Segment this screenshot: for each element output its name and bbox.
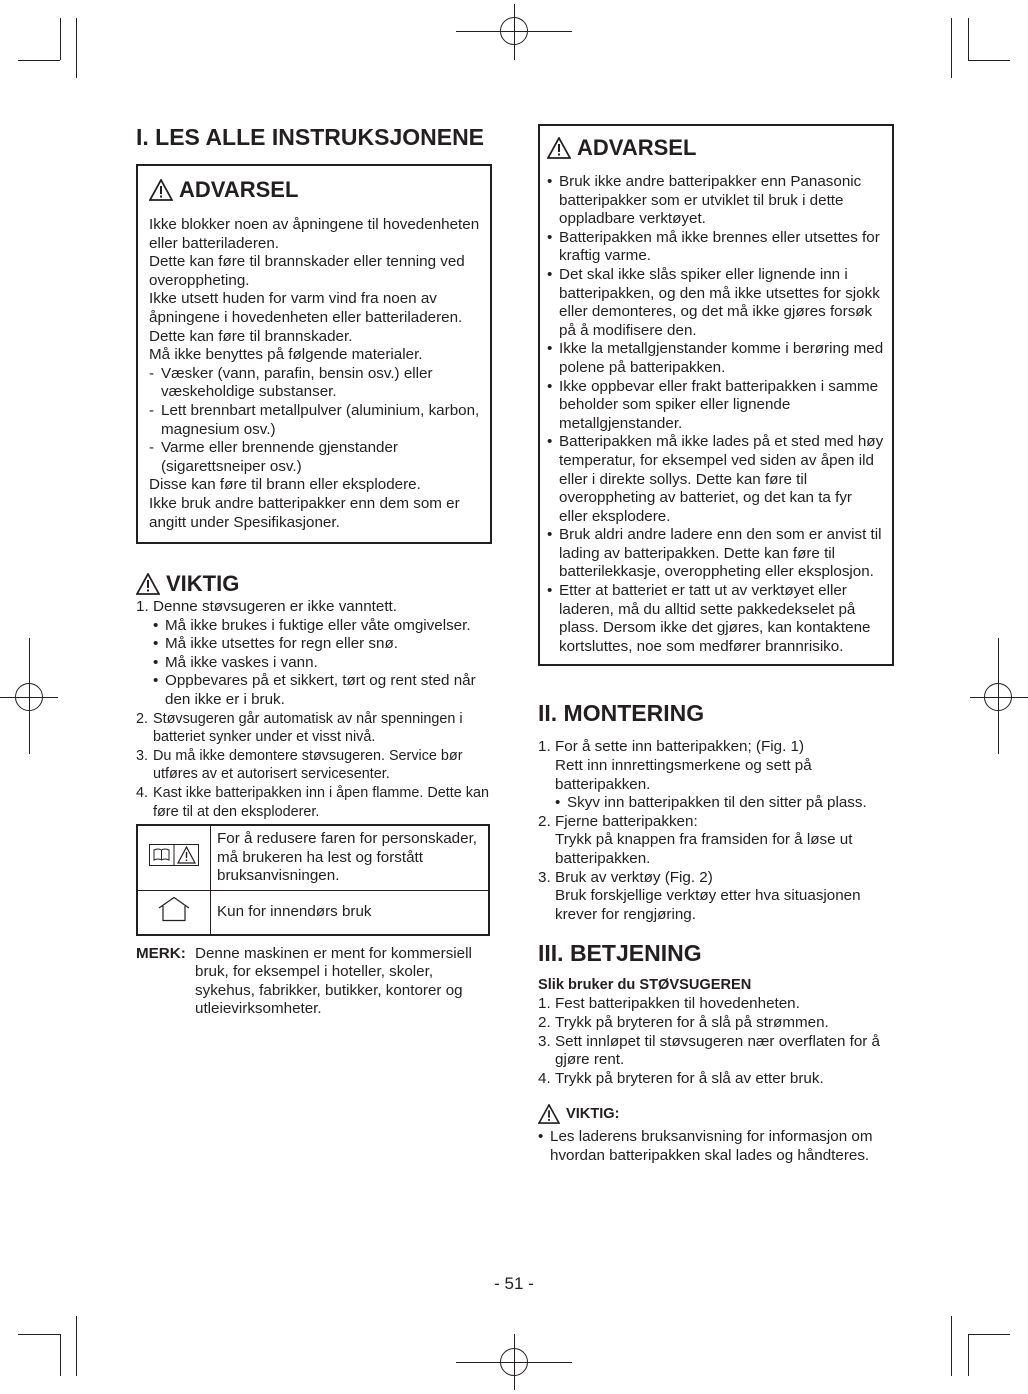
note-text: Denne maskinen er ment for kommersiell bruk, for eksempel i hoteller, skoler, sykehus, fabrikker, butikker, kontorer og utleievirksomheter.: [195, 944, 472, 1018]
indoor-house-icon: [158, 896, 190, 922]
bullet-item: • Ikke oppbevar eller frakt batteripakken i samme beholder som spiker eller lignende metallgjenstander.: [547, 377, 879, 432]
warning-box-left: [136, 164, 492, 544]
note: [136, 945, 492, 1019]
numbered-item: 1. For å sette inn batteripakken; (Fig. 1) Rett inn innrettingsmerkene og sett på batteripakken.: [538, 738, 812, 793]
manual-warning-icon: [149, 844, 199, 866]
right-column: [538, 124, 894, 1166]
bullet-item: • Må ikke utsettes for regn eller snø.: [153, 635, 398, 653]
table-row: [137, 891, 489, 935]
warning-triangle-icon: [136, 573, 160, 595]
bullet-item: • Etter at batteriet er tatt ut av verktøyet eller laderen, må du alltid sette pakkedekselet på plass. Dersom ikke det gjøres, kan kontaktene kortsluttes, noe som medfører brannrisiko.: [547, 582, 871, 655]
numbered-item: 3. Bruk av verktøy (Fig. 2) Bruk forskjellige verktøy etter hva situasjonen krever for rengjøring.: [538, 868, 861, 923]
important-title: VIKTIG: [136, 570, 492, 598]
bullet-item: • Må ikke brukes i fuktige eller våte omgivelser.: [153, 616, 471, 634]
warning-paragraph: Disse kan føre til brann eller eksplodere.: [149, 476, 421, 494]
page-number: - 51 -: [494, 1274, 534, 1293]
numbered-item: 2. Støvsugeren går automatisk av når spenningen i batteriet synker under et visst nivå.: [136, 710, 463, 746]
symbol-description: For å redusere faren for personskader, må brukeren ha lest og forstått bruksanvisningen.: [211, 825, 490, 890]
numbered-item: 3. Du må ikke demontere støvsugeren. Service bør utføres av et autorisert servicesenter.: [136, 747, 463, 783]
bullet-item: • Bruk aldri andre ladere enn den som er anvist til lading av batteripakken. Dette kan føre til batterilekkasje, overoppheting eller eksplosjon.: [547, 526, 882, 581]
table-row: [137, 825, 489, 890]
left-column: [136, 120, 492, 1019]
bullet-item: • Ikke la metallgjenstander komme i berøring med polene på batteripakken.: [547, 340, 884, 376]
numbered-item: 2. Trykk på bryteren for å slå på strømmen.: [538, 1013, 829, 1031]
betjening-list: [538, 995, 894, 1088]
warning-triangle-icon: [538, 1104, 560, 1124]
symbol-cell: [137, 825, 211, 890]
numbered-item: 2. Fjerne batteripakken: Trykk på knappen fra framsiden for å løse ut batteripakken.: [538, 812, 853, 867]
bullet-item: • Bruk ikke andre batteripakker enn Panasonic batteripakker som er utviklet til bruk i dette oppladbare verktøyet.: [547, 173, 862, 228]
warning-paragraph: Dette kan føre til brannskader.: [149, 327, 353, 345]
warning-paragraph: Må ikke benyttes på følgende materialer.: [149, 346, 423, 364]
dash-item: - Varme eller brennende gjenstander (sigarettsneiper osv.): [149, 439, 398, 475]
numbered-item: 1. Denne støvsugeren er ikke vanntett.: [136, 598, 397, 616]
symbol-cell: [137, 891, 211, 935]
warning-paragraph: Dette kan føre til brannskader eller tenning ved overoppheting.: [149, 253, 465, 289]
montering-list: [538, 738, 894, 924]
bullet-item: • Les laderens bruksanvisning for informasjon om hvordan batteripakken skal lades og håndteres.: [538, 1128, 873, 1164]
warning-title: ADVARSEL: [149, 176, 480, 204]
section-heading-montering: II. MONTERING: [538, 700, 705, 727]
warning-paragraph: Ikke utsett huden for varm vind fra noen av åpningene i hovedenheten eller batteriladeren.: [149, 290, 463, 326]
important-title: VIKTIG:: [538, 1100, 894, 1128]
important-section: [136, 570, 492, 821]
warning-paragraph: Ikke bruk andre batteripakker enn dem som er angitt under Spesifikasjoner.: [149, 494, 460, 531]
dash-item: - Væsker (vann, parafin, bensin osv.) eller væskeholdige substanser.: [149, 364, 433, 401]
bullet-item: • Batteripakken må ikke lades på et sted med høy temperatur, for eksempel ved siden av åpen ild eller i direkte sollys. Dette kan føre til overoppheting av batteriet, og det kan ta fyr eller eksplodere.: [547, 433, 884, 525]
numbered-item: 4. Trykk på bryteren for å slå av etter bruk.: [538, 1069, 824, 1087]
section-heading-betjening: III. BETJENING: [538, 940, 702, 967]
bullet-item: • Skyv inn batteripakken til den sitter på plass.: [555, 794, 867, 812]
bullet-item: • Det skal ikke slås spiker eller lignende inn i batteripakken, og den må ikke utsettes for sjokk eller demonteres, og det må ikke gjøres forsøk på å modifisere den.: [547, 265, 880, 339]
warning-triangle-icon: [149, 179, 173, 201]
numbered-item: 1. Fest batteripakken til hovedenheten.: [538, 995, 800, 1013]
section-heading-instructions: I. LES ALLE INSTRUKSJONENE: [136, 124, 485, 150]
symbol-description: Kun for innendørs bruk: [211, 891, 490, 935]
bullet-item: • Må ikke vaskes i vann.: [153, 653, 318, 671]
bullet-item: • Oppbevares på et sikkert, tørt og rent sted når den ikke er i bruk.: [153, 672, 476, 709]
warning-title: ADVARSEL: [547, 134, 884, 162]
subheading: Slik bruker du STØVSUGEREN: [538, 977, 752, 994]
numbered-item: 4. Kast ikke batteripakken inn i åpen flamme. Dette kan føre til at den eksploderer.: [136, 785, 489, 820]
numbered-item: 3. Sett innløpet til støvsugeren nær overflaten for å gjøre rent.: [538, 1032, 880, 1069]
warning-paragraph: Ikke blokker noen av åpningene til hovedenheten eller batteriladeren.: [149, 216, 480, 252]
dash-item: - Lett brennbart metallpulver (aluminium, karbon, magnesium osv.): [149, 401, 480, 438]
bullet-item: • Batteripakken må ikke brennes eller utsettes for kraftig varme.: [547, 228, 880, 265]
symbol-table: [136, 824, 490, 935]
note-label: MERK:: [136, 944, 186, 962]
warning-box-right: [538, 124, 894, 666]
warning-triangle-icon: [547, 137, 571, 159]
